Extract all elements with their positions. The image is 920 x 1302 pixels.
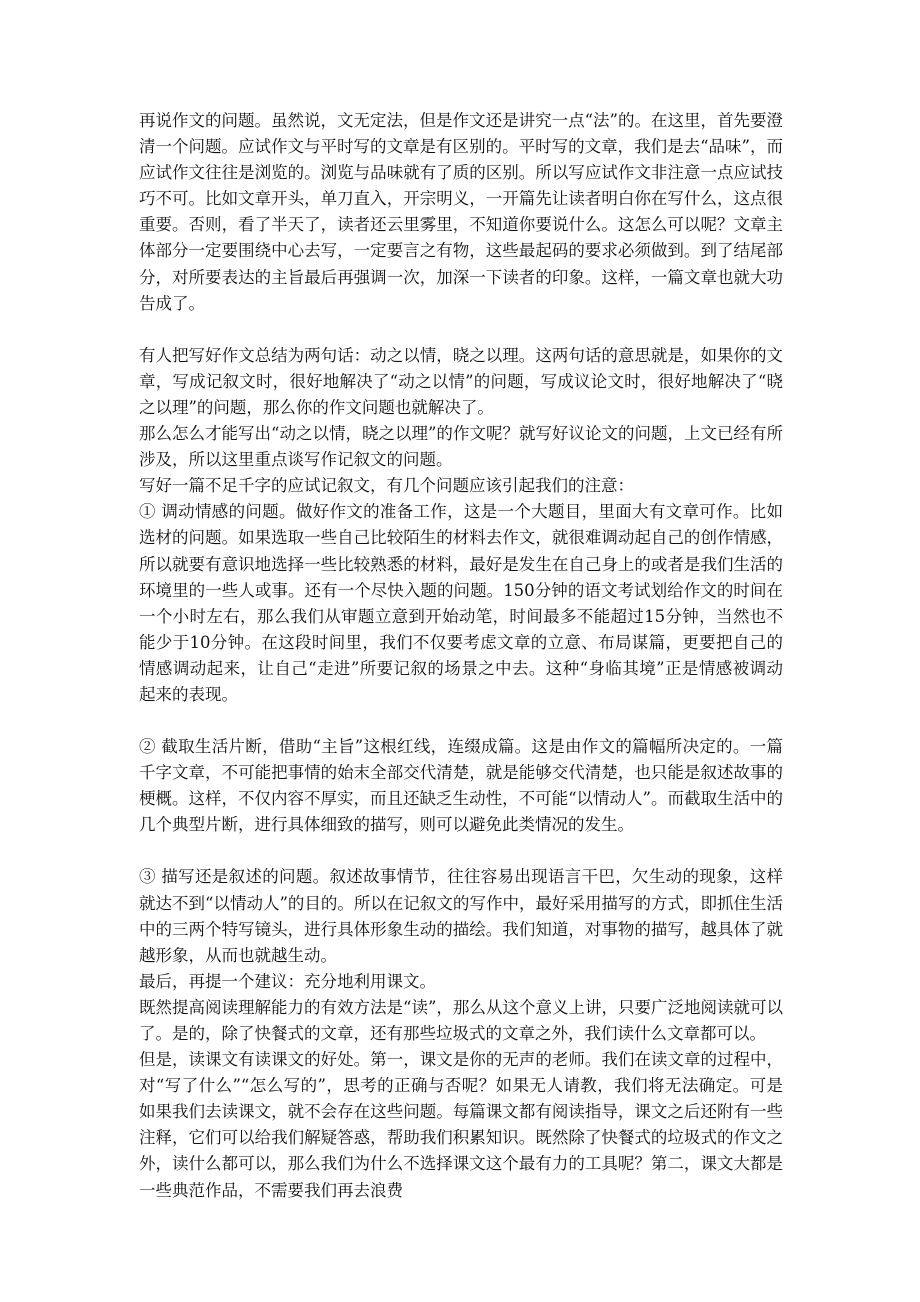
paragraph-reading-method: 既然提高阅读理解能力的有效方法是“读”，那么从这个意义上讲，只要广泛地阅读就可以了。是的，除了快餐式的文章，还有那些垃圾式的文章之外，我们读什么文章都可以。	[139, 997, 783, 1043]
paragraph-narrative-intro: 写好一篇不足千字的应试记叙文，有几个问题应该引起我们的注意：	[139, 476, 634, 496]
paragraph-point-1: ① 调动情感的问题。做好作文的准备工作，这是一个大题目，里面大有文章可作。比如选材的问题。如果选取一些自己比较陌生的材料去作文，就很难调动起自己的创作情感，所以就要有意识地选择一些比较熟悉的材料，最好是发生在自己身上的或者是我们生活的环境里的一些人或事。还有一个尽快入题的问题。150分钟的语文考试划给作文的时间在一个小时左右，那么我们从审题立意到开始动笔，时间最多不能超过15分钟，当然也不能少于10分钟。在这段时间里，我们不仅要考虑文章的立意、布局谋篇，更要把自己的情感调动起来，让自己“走进”所要记叙的场景之中去。这种“身临其境”正是情感被调动起来的表现。	[139, 502, 783, 704]
paragraph-emotion-and-reason: 有人把写好作文总结为两句话：动之以情，晓之以理。这两句话的意思就是，如果你的文章，写成记叙文时，很好地解决了“动之以情”的问题，写成议论文时，很好地解决了“晓之以理”的问题，那么你的作文问题也就解决了。	[139, 345, 783, 417]
paragraph-exam-essay-skills: 再说作文的问题。虽然说，文无定法，但是作文还是讲究一点“法”的。在这里，首先要澄清一个问题。应试作文与平时写的文章是有区别的。平时写的文章，我们是去“品味”，而应试作文往往是浏览的。浏览与品味就有了质的区别。所以写应试作文非注意一点应试技巧不可。比如文章开头，单刀直入，开宗明义，一开篇先让读者明白你在写什么，这点很重要。否则，看了半天了，读者还云里雾里，不知道你要说什么。这怎么可以呢？文章主体部分一定要围绕中心去写，一定要言之有物，这些最起码的要求必须做到。到了结尾部分，对所要表达的主旨最后再强调一次，加深一下读者的印象。这样，一篇文章也就大功告成了。	[139, 111, 783, 313]
paragraph-textbook-benefits: 但是，读课文有读课文的好处。第一，课文是你的无声的老师。我们在读文章的过程中，对“写了什么”“怎么写的”，思考的正确与否呢？如果无人请教，我们将无法确定。可是如果我们去读课文，就不会存在这些问题。每篇课文都有阅读指导，课文之后还附有一些注释，它们可以给我们解疑答惑，帮助我们积累知识。既然除了快餐式的垃圾式的作文之外，读什么都可以，那么我们为什么不选择课文这个最有力的工具呢？第二，课文大都是一些典范作品，不需要我们再去浪费	[139, 1050, 783, 1200]
paragraph-point-2: ② 截取生活片断，借助“主旨”这根红线，连缀成篇。这是由作文的篇幅所决定的。一篇千字文章，不可能把事情的始末全部交代清楚，就是能够交代清楚，也只能是叙述故事的梗概。这样，不仅内容不厚实，而且还缺乏生动性，不可能“以情动人”。而截取生活中的几个典型片断，进行具体细致的描写，则可以避免此类情况的发生。	[139, 737, 783, 835]
document-page	[139, 108, 783, 1204]
paragraph-how-to-write: 那么怎么才能写出“动之以情，晓之以理”的作文呢？就写好议论文的问题，上文已经有所涉及，所以这里重点谈写作记叙文的问题。	[139, 424, 783, 470]
paragraph-final-suggestion: 最后，再提一个建议：充分地利用课文。	[139, 971, 436, 991]
paragraph-point-3: ③ 描写还是叙述的问题。叙述故事情节，往往容易出现语言干巴，欠生动的现象，这样就达不到“以情动人”的目的。所以在记叙文的写作中，最好采用描写的方式，即抓住生活中的三两个特写镜头，进行具体形象生动的描绘。我们知道，对事物的描写，越具体了就越形象，从而也就越生动。	[139, 867, 783, 965]
